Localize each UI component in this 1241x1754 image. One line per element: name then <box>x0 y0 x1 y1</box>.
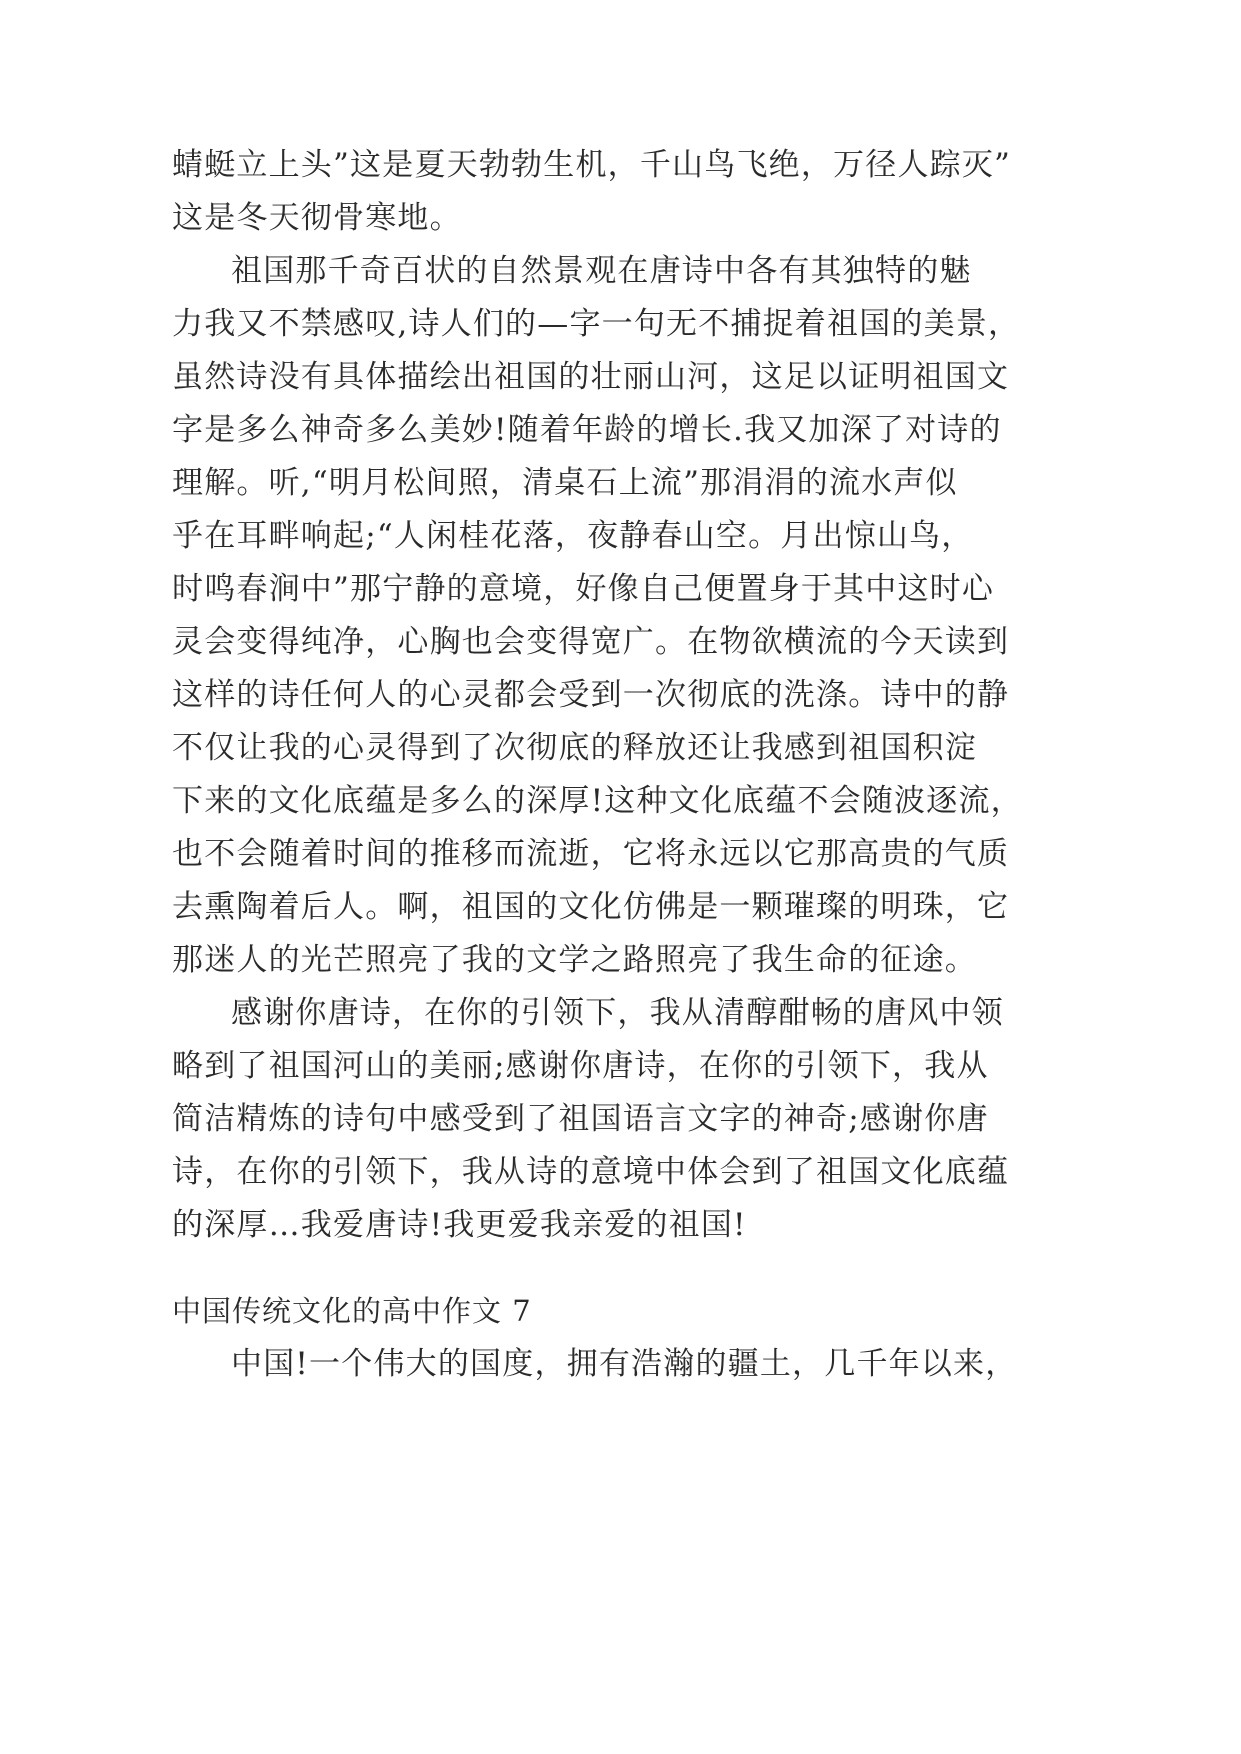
line-text: 略到了祖国河山的美丽;感谢你唐诗，在你的引领下，我从 <box>172 1048 989 1084</box>
paragraph-line <box>0 665 1241 725</box>
line-text: 时鸣春涧中”那宁静的意境，好像自己便置身于其中这时心 <box>172 571 995 607</box>
paragraph-line <box>0 347 1241 407</box>
paragraph-line <box>0 718 1241 778</box>
paragraph-line <box>0 930 1241 990</box>
paragraph-line <box>0 1089 1241 1149</box>
line-text: 这样的诗任何人的心灵都会受到一次彻底的洗涤。诗中的静 <box>172 677 1010 713</box>
paragraph-line <box>0 771 1241 831</box>
line-text: 那迷人的光芒照亮了我的文学之路照亮了我生命的征途。 <box>172 942 977 978</box>
line-text: 中国!一个伟大的国度，拥有浩瀚的疆土，几千年以来， <box>231 1346 1018 1382</box>
paragraph-line <box>0 453 1241 513</box>
line-text: 理解。听,“明月松间照，清桌石上流”那涓涓的流水声似 <box>172 465 958 501</box>
line-text: 下来的文化底蕴是多么的深厚!这种文化底蕴不会随波逐流， <box>172 783 1023 819</box>
paragraph-line <box>0 1195 1241 1255</box>
paragraph-line <box>0 612 1241 672</box>
line-text: 这是冬天彻骨寒地。 <box>172 200 462 236</box>
line-text: 的深厚…我爱唐诗!我更爱我亲爱的祖国! <box>172 1207 747 1243</box>
paragraph-line <box>0 1036 1241 1096</box>
line-text: 字是多么神奇多么美妙!随着年龄的增长.我又加深了对诗的 <box>172 412 1002 448</box>
paragraph-line <box>0 188 1241 248</box>
paragraph-line <box>0 135 1241 195</box>
line-text: 不仅让我的心灵得到了次彻底的释放还让我感到祖国积淀 <box>172 730 977 766</box>
line-text: 感谢你唐诗，在你的引领下，我从清醇酣畅的唐风中领 <box>231 995 1004 1031</box>
line-text: 简洁精炼的诗句中感受到了祖国语言文字的神奇;感谢你唐 <box>172 1101 989 1137</box>
line-text: 也不会随着时间的推移而流逝，它将永远以它那高贵的气质 <box>172 836 1010 872</box>
line-text: 力我又不禁感叹,诗人们的—字一句无不捕捉着祖国的美景， <box>172 306 1021 342</box>
line-text: 祖国那千奇百状的自然景观在唐诗中各有其独特的魅 <box>231 253 972 289</box>
paragraph-line <box>0 506 1241 566</box>
line-text: 乎在耳畔响起;“人闲桂花落，夜静春山空。月出惊山鸟， <box>172 518 974 554</box>
paragraph-line <box>0 1142 1241 1202</box>
line-text: 诗，在你的引领下，我从诗的意境中体会到了祖国文化底蕴 <box>172 1154 1010 1190</box>
paragraph-line <box>0 400 1241 460</box>
paragraph-line <box>0 877 1241 937</box>
line-text: 去熏陶着后人。啊，祖国的文化仿佛是一颗璀璨的明珠，它 <box>172 889 1010 925</box>
paragraph-line <box>0 559 1241 619</box>
paragraph-line <box>0 824 1241 884</box>
line-text: 虽然诗没有具体描绘出祖国的壮丽山河，这足以证明祖国文 <box>172 359 1010 395</box>
line-text: 灵会变得纯净，心胸也会变得宽广。在物欲横流的今天读到 <box>172 624 1010 660</box>
section-heading: 中国传统文化的高中作文 7 <box>172 1294 532 1328</box>
paragraph-line <box>0 294 1241 354</box>
paragraph-line <box>0 1334 1241 1394</box>
paragraph-line <box>0 241 1241 301</box>
section-heading-line <box>0 1281 1241 1341</box>
line-text: 蜻蜓立上头”这是夏天勃勃生机，千山鸟飞绝，万径人踪灭” <box>172 147 1012 183</box>
paragraph-line <box>0 983 1241 1043</box>
